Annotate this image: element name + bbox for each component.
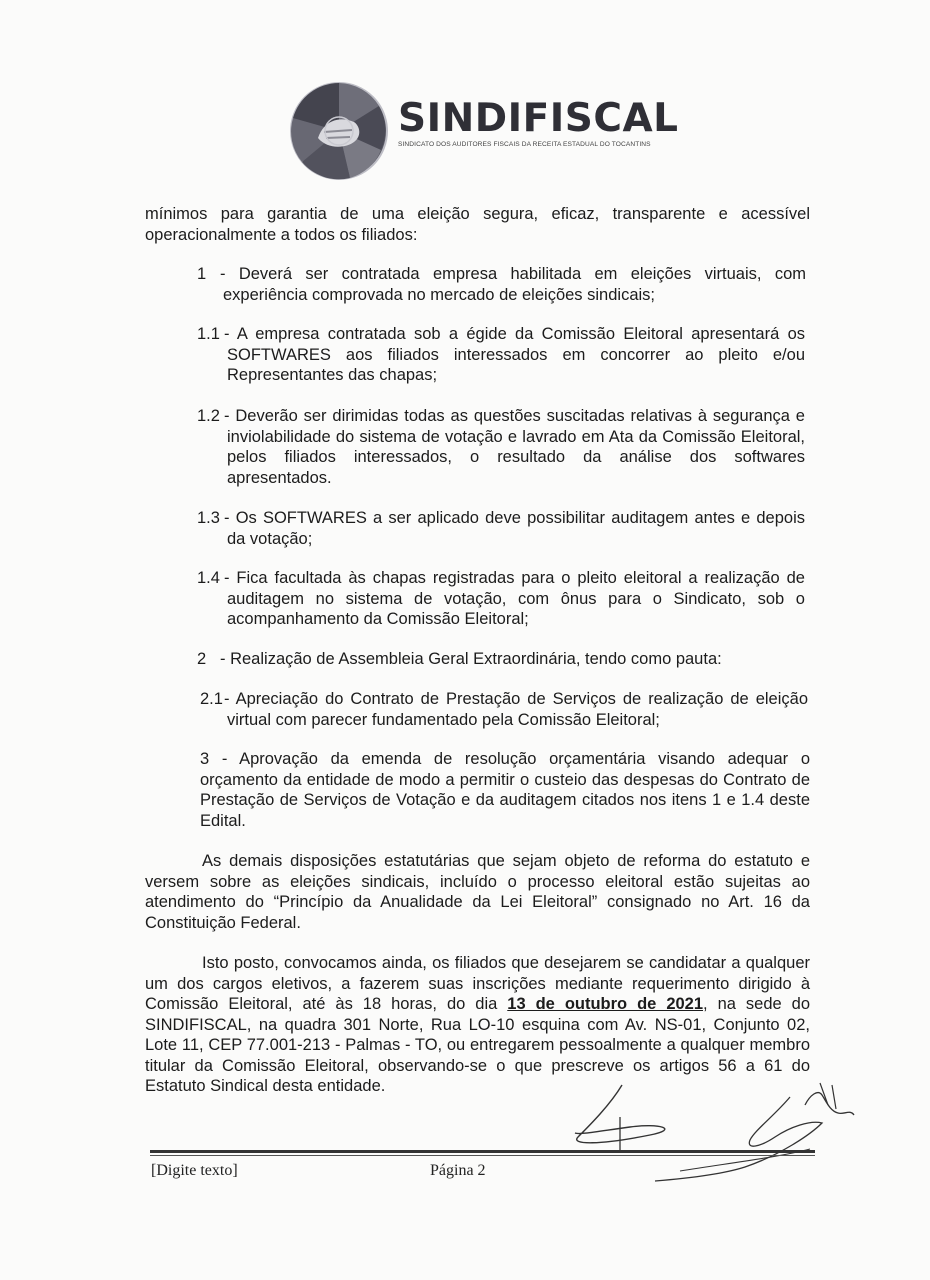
anualidade-paragraph: As demais disposições estatutárias que sejam objeto de reforma do estatuto e versem sobre as eleições sindicais, incluído o processo eleitoral estão sujeitas ao atendimento do “Princípio da Anualidade da Lei Eleitoral” consignado no Art. 16 da Constituição Federal. bbox=[145, 852, 810, 932]
logo-subtitle: SINDICATO DOS AUDITORES FISCAIS DA RECEITA ESTADUAL DO TOCANTINS bbox=[398, 141, 651, 148]
logo-name: SINDIFISCAL bbox=[398, 96, 679, 141]
item-number: 2 bbox=[197, 650, 207, 668]
item-text: - Apreciação do Contrato de Prestação de Serviços de realização de eleição virtual com parecer fundamentado pela Comissão Eleitoral; bbox=[224, 690, 808, 729]
item-text: - Realização de Assembleia Geral Extraordinária, tendo como pauta: bbox=[220, 650, 722, 668]
intro-paragraph: mínimos para garantia de uma eleição segura, eficaz, transparente e acessível operacionalmente a todos os filiados: bbox=[145, 205, 810, 244]
item-text: - Os SOFTWARES a ser aplicado deve possibilitar auditagem antes e depois da votação; bbox=[224, 509, 805, 548]
item-number: 1.1 bbox=[197, 325, 220, 343]
footer-placeholder-text: [Digite texto] bbox=[151, 1162, 238, 1179]
item-number: 1.4 bbox=[197, 569, 220, 587]
item-number: 2.1 bbox=[200, 690, 223, 708]
page-number: Página 2 bbox=[430, 1162, 486, 1179]
footer-rule-thin bbox=[150, 1155, 815, 1156]
item-number: 1.2 bbox=[197, 407, 220, 425]
footer-rule bbox=[150, 1150, 815, 1153]
item-text: - Deverá ser contratada empresa habilitada em eleições virtuais, com experiência comprovada no mercado de eleições sindicais; bbox=[220, 265, 806, 304]
item-text: - Fica facultada às chapas registradas para o pleito eleitoral a realização de auditagem no sistema de votação, com ônus para o Sindicato, sob o acompanhamento da Comissão Eleitoral; bbox=[224, 569, 805, 628]
handwritten-signatures bbox=[560, 1075, 860, 1185]
registration-deadline-date: 13 de outubro de 2021 bbox=[507, 995, 704, 1013]
handshake-emblem-icon bbox=[288, 80, 390, 182]
item-number: 1 bbox=[197, 265, 207, 283]
item-text: - A empresa contratada sob a égide da Comissão Eleitoral apresentará os SOFTWARES aos filiados interessados em concorrer ao pleito e/ou Representantes das chapas; bbox=[224, 325, 805, 384]
convocation-paragraph: Isto posto, convocamos ainda, os filiados que desejarem se candidatar a qualquer um dos cargos eletivos, a fazerem suas inscrições mediante requerimento dirigido à Comissão Eleitoral, até às 18 horas, do dia 13 de outubro de 2021, na sede do SINDIFISCAL, na quadra 301 Norte, Rua LO-10 esquina com Av. NS-01, Conjunto 02, Lote 11, CEP 77.001-213 - Palmas - TO, ou entregarem pessoalmente a qualquer membro titular da Comissão Eleitoral, observando-se o que prescreve os artigos 56 a 61 do Estatuto Sindical desta entidade. bbox=[145, 954, 811, 1095]
item-text: - Deverão ser dirimidas todas as questões suscitadas relativas à segurança e inviolabilidade do sistema de votação e lavrado em Ata da Comissão Eleitoral, pelos filiados interessados, o resultado da análise dos softwares apresentados. bbox=[224, 407, 805, 487]
sindifiscal-logo bbox=[288, 80, 679, 180]
item-3-paragraph: 3 - Aprovação da emenda de resolução orçamentária visando adequar o orçamento da entidade de modo a permitir o custeio das despesas do Contrato de Prestação de Serviços de Votação e da auditagem citados nos itens 1 e 1.4 deste Edital. bbox=[200, 750, 810, 830]
item-number: 1.3 bbox=[197, 509, 220, 527]
